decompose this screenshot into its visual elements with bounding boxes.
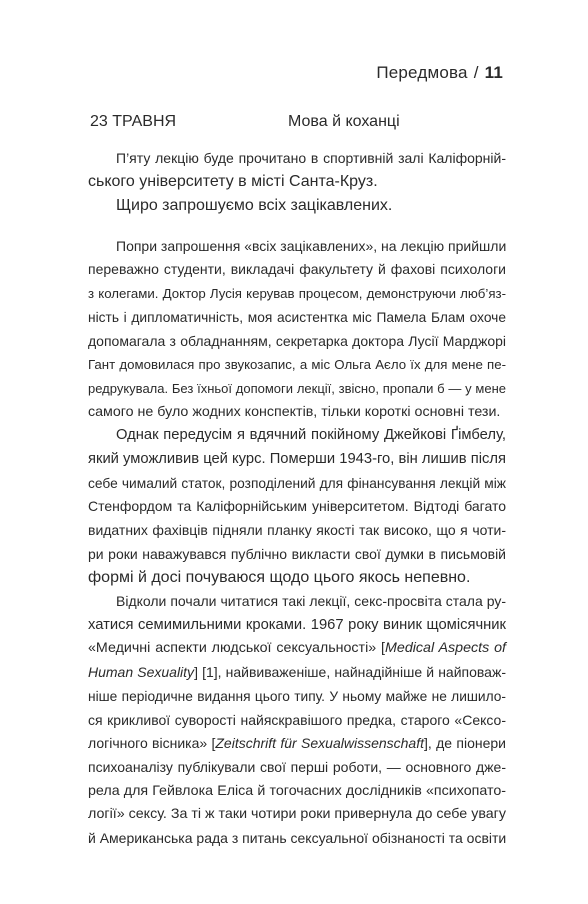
paragraph-2 [88, 424, 506, 590]
text-line [88, 732, 506, 756]
page-number: 11 [484, 63, 503, 82]
text-line: ніше періодичне видання цього типу. У ньому майже не лишило- [88, 688, 506, 704]
text-line: Однак передусім я вдячний покійному Джейкові Ґімбелу, [116, 427, 506, 444]
text-line: з колегами. Доктор Лусія керував процесом, демонструючи люб’яз- [88, 286, 506, 302]
text-line: Стенфордом та Каліфорнійським університетом. Відтоді багато [88, 498, 506, 515]
italic-title: Human Sexuality [88, 664, 195, 681]
text-run: «Медичні аспекти людської сексуальності» [ [88, 640, 386, 657]
lecture-date: 23 ТРАВНЯ [90, 113, 177, 130]
page-body [88, 110, 506, 851]
text-line: видатних фахівців підняли планку якості так високо, що я чоти- [88, 522, 506, 538]
header-separator: / [473, 63, 479, 82]
text-line: переважно студенти, викладачі факультету й фахові психологи [88, 261, 506, 278]
text-line: самого не було жодних конспектів, тільки короткі основні тези. [88, 403, 501, 420]
text-line: хатися семимильними кроками. 1967 року виник щомісячник [88, 616, 506, 633]
text-line: який уможливив цей курс. Померши 1943-го, він лишив після [88, 450, 506, 467]
running-header [376, 63, 503, 83]
text-line [88, 637, 506, 661]
text-line: ся крикливої суворості найяскравішого предка, старого «Сексо- [88, 711, 506, 728]
italic-title: Medical Aspects of [385, 640, 506, 657]
text-line [88, 661, 506, 685]
text-line: Гант домовилася про звукозапис, а міс Ольга Аєло їх для мене пе- [88, 357, 506, 373]
text-line: П’яту лекцію буде прочитано в спортивній залі Каліфорній- [116, 149, 506, 166]
text-run: логічного вісника» [ [88, 735, 216, 752]
lecture-title: Мова й коханці [288, 113, 400, 130]
text-run: ] [1], найвиваженіше, найнадійніше й найповаж- [194, 664, 506, 681]
text-line: ність і дипломатичність, моя асистентка міс Памела Блам охоче [88, 309, 506, 325]
invitation-block [88, 147, 506, 218]
text-line: психоаналізу публікували свої перші роботи, — основного дже- [88, 758, 506, 775]
text-line: себе чималий статок, розподілений для фінансування лекцій між [88, 475, 506, 491]
text-line: Відколи почали читатися такі лекції, секс-просвіта стала ру- [116, 593, 506, 610]
text-line: Щиро запрошуємо всіх зацікавлених. [116, 197, 393, 215]
italic-title: Zeitschrift für Sexualwissenschaft [215, 735, 424, 752]
section-title: Передмова [376, 63, 468, 82]
text-line: Попри запрошення «всіх зацікавлених», на лекцію прийшли [116, 237, 507, 254]
paragraph-3 [88, 590, 506, 851]
text-line: логії» сексу. За ті ж таки чотири роки привернула до себе увагу [88, 806, 506, 823]
text-line: ри роки наважувався публічно викласти свої думки в письмовій [88, 545, 506, 562]
text-line: ського університету в місті Санта-Круз. [88, 173, 378, 191]
text-line: рела для Гейвлока Еліса й тогочасних дослідників «психопато- [88, 782, 506, 799]
text-line: формі й досі почуваюся щодо цього якось непевно. [88, 569, 471, 587]
text-line: допомагала з обладнанням, секретарка доктора Лусії Марджорі [88, 332, 506, 349]
text-line: редрукувала. Без їхньої допомоги лекції, звісно, пропали б — у мене [88, 380, 506, 396]
paragraph-1 [88, 235, 506, 425]
text-run: ], де піонери [424, 735, 506, 752]
text-line: й Американська рада з питань сексуальної обізнаності та освіти [88, 829, 507, 846]
lecture-heading [88, 110, 506, 134]
